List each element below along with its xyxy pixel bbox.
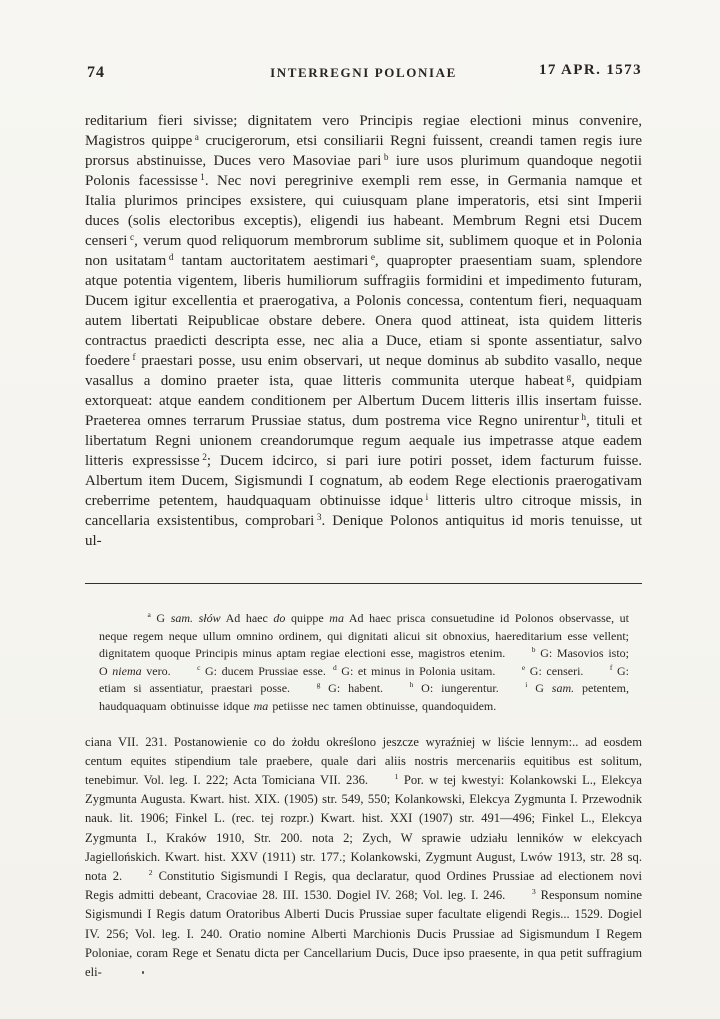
page-header [85,60,642,86]
page-number: 74 [87,64,105,81]
reference-footnotes: ciana VII. 231. Postanowienie co do żołdu określono jeszcze wyraźniej w liście lennym:.. ad eosdem centum equites stipendium tale praebere, quale dari aliis nostris mercenariis equitibus est solitum, tenebimur. Vol. leg. I. 222; Acta Tomiciana VII. 236. $^1$ Por. w tej kwestyi: Kolankowski L., Elekcya Zygmunta Augusta. Kwart. hist. XIX. (1905) str. 549, 550; Kolankowski, Elekcya Zygmunta I. Przewodnik nauk. lit. 1906; Finkel L. (rec. tej rozpr.) Kwart. hist. XXI (1907) str. 491—496; Finkel L., Elekcya Zygmunta I., Kraków 1910, Str. 200. nota 2; Zych, W sprawie udziału lenników w elekcyach Jagiellońskich. Kwart. hist. XXV (1911) str. 177.; Kolankowski, Zygmunt August, Lwów 1913, str. 28 sq. nota 2. $^2$ Constitutio Sigismundi I Regis, qua declaratur, quod Ordines Prussiae ad electionem novi Regis admitti debeant, Cracoviae 28. III. 1530. Dogiel IV. 268; Vol. leg. I. 246. $^3$ Responsum nomine Sigismundi I Regis datum Oratoribus Alberti Ducis Prussiae super facultate eligendi Regis... 1529. Dogiel IV. 256; Vol. leg. I. 240. Oratio nomine Alberti Marchionis Ducis Prussiae ad Sigismundum I Regem Poloniae, coram Rege et Senatu dicta per Cancellarium Ducis, Duce ipso praesente, in qua petit suffragium eli- [85,734,642,980]
running-title: INTERREGNI POLONIAE [270,65,457,80]
variant-footnotes: $^a$ G sam. słów Ad haec do quippe ma Ad haec prisca consuetudine id Polonos observasse, ut neque regem neque ullum omnino ordinem, qui dignitati alicui sit obnoxius, haereditarium esse vellent; dignitatem quoque Principis minus aptam regiae electioni esse, magistros etenim. $^b$ G: Masovios isto; O niema vero. $^c$ G: ducem Prussiae esse. $^d$ G: et minus in Polonia usitam. $^e$ G: censeri. $^f$ G: etiam si assentiatur, praestari posse. $^g$ G: habent. $^h$ O: iungerentur. $^i$ G sam. petentem, haudquaquam obtinuisse idque ma petiisse nec tamen obtinuisse, quandoquidem. [99,610,630,713]
main-text: reditarium fieri sivisse; dignitatem vero Principis regiae electioni minus convenire, Magistros quippe $^a$ crucigerorum, etsi consiliarii Regni fuissent, creandi tamen regis iure prorsus abstinuisse, Duces vero Masoviae pari $^b$ iure usos plurimum quandoque negotii Polonis facessisse $^1$. Nec novi peregrinive exempli rem esse, in Germania namque et Italia plurimos principes exsistere, qui cuiusquam plane imperatoris, etsi sint Imperii duces (solis electoribus exceptis), eligendi ius habeant. Membrum Regni etsi Ducem censeri $^c$, verum quod reliquorum membrorum sublime sit, sublimem quoque et in Polonia non usitatam $^d$ tantam auctoritatem aestimari $^e$, quapropter praesentiam suam, splendore atque potentia vigentem, liberis humiliorum suffragiis formidini et impedimento futuram, Ducem igitur excellentia et praerogativa, a Polonis concessa, contentum fieri, nequaquam autem libertati Reipublicae obstare debere. Onera quod attineat, ista quidem litteris contractus praedicti descripta esse, nec alia a Duce, etiam si sponte assentiatur, salvo foedere $^f$ praestari posse, usu enim observari, ut neque dominus ab subdito vasallo, neque vasallus a domino praeter ista, quae litteris communita uterque habeat $^g$, quidpiam extorqueat: atque eandem conditionem per Albertum Ducem litteris illis insertam fuisse. Praeterea omnes terrarum Prussiae status, dum postrema vice Regno unirentur $^h$, tituli et libertatum Regni unionem creandorumque regum aequale ius impetrasse atque eadem litteris expressisse $^2$; Ducem idcirco, si pari iure potiri posset, idem facturum fuisse. Albertum item Ducem, Sigismundi I cognatum, ab eodem Rege electionis praerogativam creberrime petentem, haudquaquam obtinuisse idque $^i$ litteris ultro citroque missis, in cancellaria exsistentibus, comprobari $^3$. Denique Polonos antiquitus id moris tenuisse, ut ul- [85,113,643,549]
header-date: 17 APR. 1573 [538,62,642,78]
ink-speck [142,971,144,974]
footnote-separator-rule [85,583,642,584]
